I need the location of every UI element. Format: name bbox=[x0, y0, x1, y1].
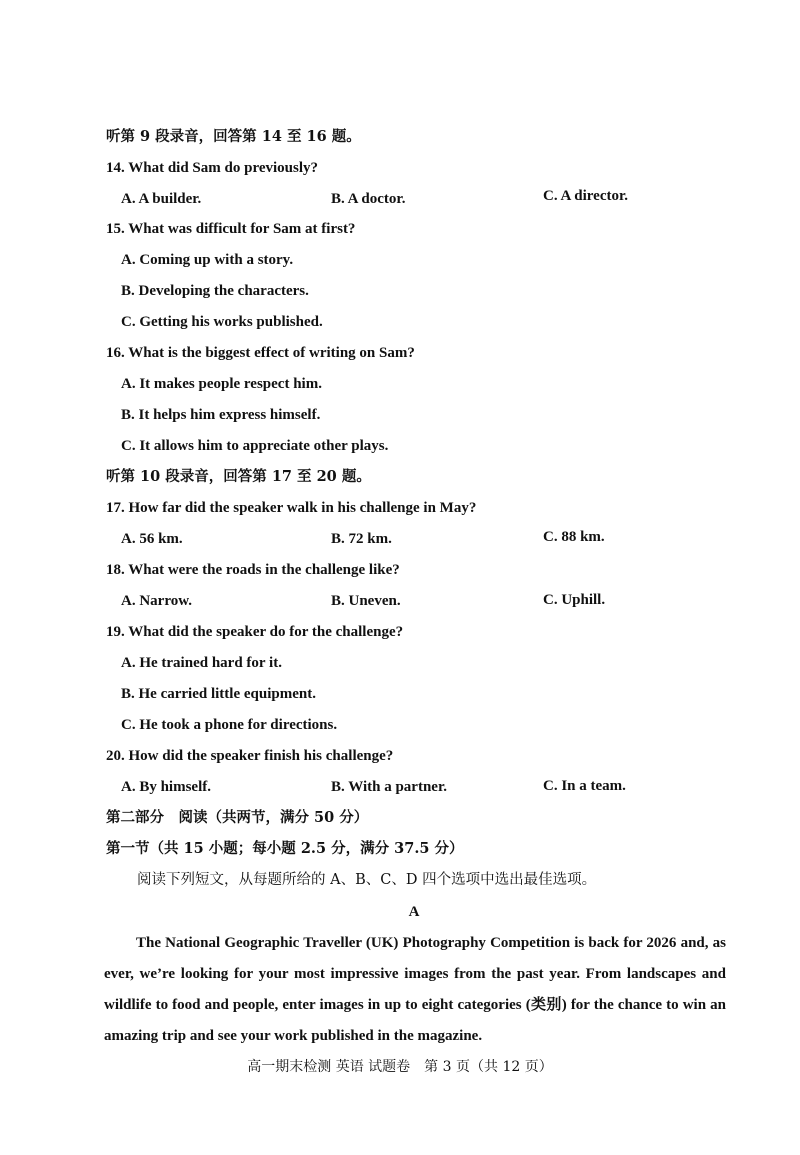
reading-directions: 阅读下列短文，从每题所给的 A、B、C、D 四个选项中选出最佳选项。 bbox=[137, 872, 597, 888]
option-15-b: B. Developing the characters. bbox=[121, 283, 309, 299]
option-16-a: A. It makes people respect him. bbox=[121, 376, 322, 392]
option-19-c: C. He took a phone for directions. bbox=[121, 717, 338, 733]
question-17: 17. How far did the speaker walk in his challenge in May? bbox=[106, 500, 477, 516]
option-14-b: B. A doctor. bbox=[331, 191, 406, 207]
option-19-a: A. He trained hard for it. bbox=[121, 655, 282, 671]
question-14: 14. What did Sam do previously? bbox=[106, 160, 318, 176]
passage-label: A bbox=[408, 904, 420, 920]
page-footer: 高一期末检测 英语 试题卷 第 3 页（共 12 页） bbox=[247, 1059, 553, 1075]
question-15: 15. What was difficult for Sam at first? bbox=[106, 221, 356, 237]
option-16-c: C. It allows him to appreciate other plays. bbox=[121, 438, 389, 454]
question-20: 20. How did the speaker finish his challenge? bbox=[106, 748, 394, 764]
passage-a-paragraph: The National Geographic Traveller (UK) Photography Competition is back for 2026 and, as ever, we’re looking for your most impressive images from the past year. From landscapes and wildlife to food and people, enter images in up to eight categories (类别) for the chance to win an amazing trip and see your work published in the magazine. bbox=[104, 935, 726, 1044]
passage-a bbox=[104, 928, 726, 1052]
option-14-c: C. A director. bbox=[543, 188, 628, 204]
question-19: 19. What did the speaker do for the challenge? bbox=[106, 624, 404, 640]
part2-section1: 第一节（共 15 小题；每小题 2.5 分，满分 37.5 分） bbox=[106, 840, 464, 857]
option-14-a: A. A builder. bbox=[121, 191, 202, 207]
instruction-section-9: 听第 9 段录音，回答第 14 至 16 题。 bbox=[106, 128, 361, 145]
part2-title: 第二部分 阅读（共两节，满分 50 分） bbox=[106, 809, 369, 826]
option-17-b: B. 72 km. bbox=[331, 531, 392, 547]
option-15-a: A. Coming up with a story. bbox=[121, 252, 294, 268]
option-20-b: B. With a partner. bbox=[331, 779, 447, 795]
option-20-a: A. By himself. bbox=[121, 779, 211, 795]
option-15-c: C. Getting his works published. bbox=[121, 314, 323, 330]
option-18-c: C. Uphill. bbox=[543, 592, 606, 608]
question-18: 18. What were the roads in the challenge like? bbox=[106, 562, 400, 578]
question-16: 16. What is the biggest effect of writing on Sam? bbox=[106, 345, 415, 361]
option-16-b: B. It helps him express himself. bbox=[121, 407, 321, 423]
instruction-section-10: 听第 10 段录音，回答第 17 至 20 题。 bbox=[106, 468, 371, 485]
option-17-a: A. 56 km. bbox=[121, 531, 183, 547]
option-18-b: B. Uneven. bbox=[331, 593, 401, 609]
option-17-c: C. 88 km. bbox=[543, 529, 605, 545]
option-20-c: C. In a team. bbox=[543, 778, 626, 794]
option-18-a: A. Narrow. bbox=[121, 593, 192, 609]
option-19-b: B. He carried little equipment. bbox=[121, 686, 316, 702]
